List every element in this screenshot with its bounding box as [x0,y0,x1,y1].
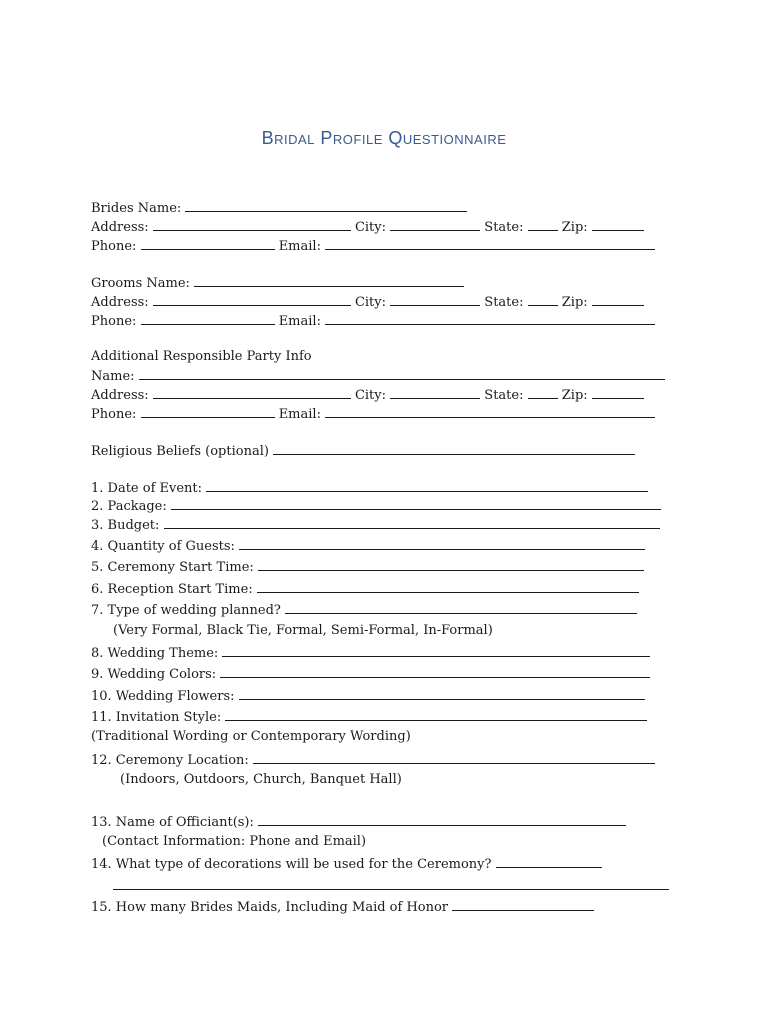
q4-row [91,537,645,555]
grooms-zip-field[interactable] [592,293,644,306]
additional-address-field[interactable] [153,386,351,399]
brides-name-row [91,199,467,217]
q10-field[interactable] [239,687,645,700]
additional-address-label: Address: [91,388,149,403]
q12-row [91,751,655,769]
grooms-email-field[interactable] [325,312,655,325]
q12-note: (Indoors, Outdoors, Church, Banquet Hall) [120,772,402,787]
q11-row [91,708,647,726]
additional-email-field[interactable] [325,405,655,418]
grooms-name-field[interactable] [194,274,464,287]
q5-row [91,558,644,576]
q4-field[interactable] [239,537,645,550]
q1-label: 1. Date of Event: [91,481,203,496]
additional-phone-row [91,405,655,423]
q3-field[interactable] [164,516,660,529]
grooms-city-field[interactable] [390,293,480,306]
brides-name-label: Brides Name: [91,201,182,216]
additional-city-field[interactable] [390,386,480,399]
brides-zip-label: Zip: [561,220,588,235]
q14-continuation-row [113,877,669,895]
q15-row [91,898,594,916]
grooms-state-label: State: [484,295,524,310]
q2-label: 2. Package: [91,499,167,514]
brides-phone-row [91,237,655,255]
brides-state-field[interactable] [528,218,558,231]
document-title: Bridal Profile Questionnaire [261,128,507,148]
q14-row [91,855,602,873]
q1-row [91,479,648,497]
q13-field[interactable] [258,813,626,826]
additional-zip-label: Zip: [561,388,588,403]
brides-address-field[interactable] [153,218,351,231]
brides-city-field[interactable] [390,218,480,231]
additional-heading: Additional Responsible Party Info [91,349,312,364]
q8-field[interactable] [222,644,650,657]
additional-city-label: City: [354,388,387,403]
brides-address-row [91,218,644,236]
additional-phone-field[interactable] [141,405,275,418]
q14-field[interactable] [496,855,602,868]
q7-label: 7. Type of wedding planned? [91,603,281,618]
q9-row [91,665,650,683]
q7-field[interactable] [285,601,637,614]
additional-name-label: Name: [91,369,135,384]
brides-city-label: City: [354,220,387,235]
grooms-zip-label: Zip: [561,295,588,310]
grooms-city-label: City: [354,295,387,310]
q11-field[interactable] [225,708,647,721]
grooms-phone-field[interactable] [141,312,275,325]
grooms-address-field[interactable] [153,293,351,306]
q6-field[interactable] [257,580,639,593]
q12-label: 12. Ceremony Location: [91,753,249,768]
grooms-address-row [91,293,644,311]
q9-label: 9. Wedding Colors: [91,667,217,682]
q5-field[interactable] [258,558,644,571]
q6-label: 6. Reception Start Time: [91,582,253,597]
brides-zip-field[interactable] [592,218,644,231]
q3-row [91,516,660,534]
additional-email-label: Email: [278,407,321,422]
q6-row [91,580,639,598]
additional-name-field[interactable] [139,367,665,380]
additional-state-label: State: [484,388,524,403]
additional-address-row [91,386,644,404]
q13-note: (Contact Information: Phone and Email) [102,834,367,849]
q12-field[interactable] [253,751,655,764]
religious-row [91,442,635,460]
grooms-state-field[interactable] [528,293,558,306]
q13-row [91,813,626,831]
grooms-email-label: Email: [278,314,321,329]
q7-row [91,601,637,619]
additional-phone-label: Phone: [91,407,137,422]
q2-field[interactable] [171,497,661,510]
q14-label: 14. What type of decorations will be used for the Ceremony? [91,857,492,872]
q15-field[interactable] [452,898,594,911]
brides-phone-label: Phone: [91,239,137,254]
grooms-name-label: Grooms Name: [91,276,190,291]
q15-label: 15. How many Brides Maids, Including Maid of Honor [91,900,449,915]
brides-address-label: Address: [91,220,149,235]
q10-row [91,687,645,705]
q13-label: 13. Name of Officiant(s): [91,815,254,830]
grooms-address-label: Address: [91,295,149,310]
q10-label: 10. Wedding Flowers: [91,689,235,704]
q4-label: 4. Quantity of Guests: [91,539,235,554]
additional-name-row [91,367,665,385]
q7-note: (Very Formal, Black Tie, Formal, Semi-Formal, In-Formal) [113,623,493,638]
q1-field[interactable] [206,479,648,492]
additional-zip-field[interactable] [592,386,644,399]
grooms-phone-label: Phone: [91,314,137,329]
q8-label: 8. Wedding Theme: [91,646,219,661]
additional-state-field[interactable] [528,386,558,399]
religious-label: Religious Beliefs (optional) [91,444,269,459]
q9-field[interactable] [220,665,650,678]
brides-state-label: State: [484,220,524,235]
brides-name-field[interactable] [185,199,467,212]
q8-row [91,644,650,662]
q5-label: 5. Ceremony Start Time: [91,560,254,575]
brides-phone-field[interactable] [141,237,275,250]
q3-label: 3. Budget: [91,518,160,533]
brides-email-label: Email: [278,239,321,254]
q11-note: (Traditional Wording or Contemporary Wording) [91,729,411,744]
q14-continuation-field[interactable] [113,877,669,890]
q11-label: 11. Invitation Style: [91,710,222,725]
grooms-phone-row [91,312,655,330]
brides-email-field[interactable] [325,237,655,250]
q2-row [91,497,661,515]
grooms-name-row [91,274,464,292]
religious-field[interactable] [273,442,635,455]
